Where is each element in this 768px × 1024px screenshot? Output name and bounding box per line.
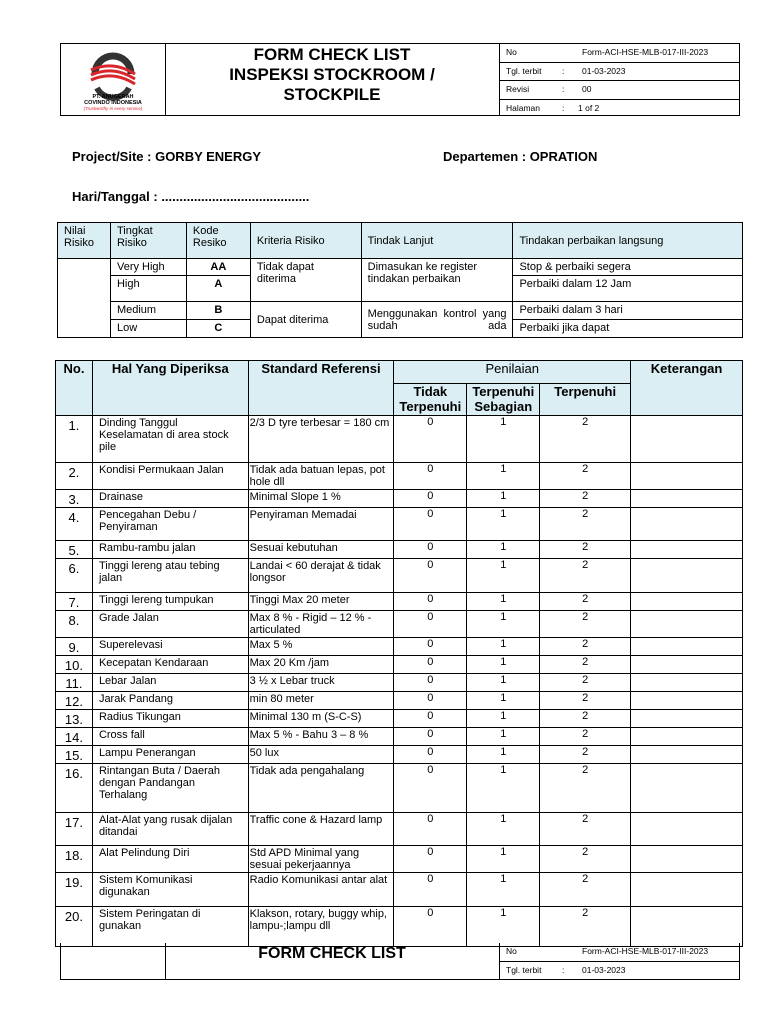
risk-code: C	[186, 320, 250, 338]
score-partly-met[interactable]: 1	[467, 463, 540, 490]
footer-meta-no: No Form-ACI-HSE-MLB-017-III-2023	[500, 943, 739, 962]
table-row	[56, 559, 743, 593]
page-footer-header	[60, 943, 740, 980]
risk-level: Low	[110, 320, 186, 338]
notes-cell[interactable]	[631, 692, 743, 710]
risk-header-criteria: Kriteria Risiko	[250, 223, 361, 259]
risk-header-level: Tingkat Risiko	[110, 223, 186, 259]
item-checked: Tinggi lereng atau tebing jalan	[92, 559, 248, 593]
risk-action: Perbaiki dalam 3 hari	[513, 302, 743, 320]
score-met[interactable]: 2	[540, 541, 631, 559]
item-checked: Lampu Penerangan	[92, 746, 248, 764]
table-row	[56, 638, 743, 656]
table-row	[56, 674, 743, 692]
notes-cell[interactable]	[631, 846, 743, 873]
score-not-met[interactable]: 0	[394, 907, 467, 947]
company-name-line2: COVINDO INDONESIA	[84, 100, 142, 106]
risk-level: High	[110, 276, 186, 302]
standard-reference: 3 ½ x Lebar truck	[248, 674, 394, 692]
item-checked: Sistem Komunikasi digunakan	[92, 873, 248, 907]
score-met[interactable]: 2	[540, 611, 631, 638]
score-met[interactable]: 2	[540, 490, 631, 508]
standard-reference: Tidak ada batuan lepas, pot hole dll	[248, 463, 394, 490]
notes-cell[interactable]	[631, 710, 743, 728]
notes-cell[interactable]	[631, 728, 743, 746]
col-header-met: Terpenuhi	[540, 384, 631, 416]
form-title-line1: FORM CHECK LIST	[253, 45, 411, 64]
row-number: 12.	[56, 692, 93, 710]
risk-followup: Dimasukan ke register tindakan perbaikan	[361, 259, 513, 302]
notes-cell[interactable]	[631, 873, 743, 907]
table-row	[56, 463, 743, 490]
company-tagline: (Trustworthy in every service)	[83, 106, 143, 111]
risk-header-code: Kode Resiko	[186, 223, 250, 259]
risk-level: Medium	[110, 302, 186, 320]
col-header-assessment: Penilaian	[394, 361, 631, 384]
meta-row-page: Halaman : 1 of 2	[506, 102, 600, 113]
footer-meta-date: Tgl. terbit : 01-03-2023	[506, 964, 626, 975]
item-checked: Drainase	[92, 490, 248, 508]
col-header-reference: Standard Referensi	[248, 361, 394, 416]
row-number: 3.	[56, 490, 93, 508]
standard-reference: Penyiraman Memadai	[248, 508, 394, 541]
item-checked: Lebar Jalan	[92, 674, 248, 692]
item-checked: Superelevasi	[92, 638, 248, 656]
notes-cell[interactable]	[631, 463, 743, 490]
row-number: 1.	[56, 416, 93, 463]
score-not-met[interactable]: 0	[394, 846, 467, 873]
notes-cell[interactable]	[631, 907, 743, 947]
risk-code: A	[186, 276, 250, 302]
score-partly-met[interactable]: 1	[467, 508, 540, 541]
project-site[interactable]: Project/Site : GORBY ENERGY	[72, 149, 262, 164]
table-row	[56, 593, 743, 611]
score-met[interactable]: 2	[540, 674, 631, 692]
score-not-met[interactable]: 0	[394, 611, 467, 638]
score-not-met[interactable]: 0	[394, 593, 467, 611]
risk-action: Perbaiki dalam 12 Jam	[513, 276, 743, 302]
item-checked: Alat Pelindung Diri	[92, 846, 248, 873]
score-met[interactable]: 2	[540, 656, 631, 674]
score-met[interactable]: 2	[540, 746, 631, 764]
score-not-met[interactable]: 0	[394, 656, 467, 674]
score-met[interactable]: 2	[540, 764, 631, 813]
row-number: 20.	[56, 907, 93, 947]
notes-cell[interactable]	[631, 508, 743, 541]
row-number: 10.	[56, 656, 93, 674]
score-not-met[interactable]: 0	[394, 710, 467, 728]
risk-header-followup: Tindak Lanjut	[361, 223, 513, 259]
table-row	[56, 611, 743, 638]
score-not-met[interactable]: 0	[394, 728, 467, 746]
standard-reference: Minimal Slope 1 %	[248, 490, 394, 508]
standard-reference: Sesuai kebutuhan	[248, 541, 394, 559]
score-partly-met[interactable]: 1	[467, 593, 540, 611]
score-met[interactable]: 2	[540, 692, 631, 710]
col-header-partly-met: Terpenuhi Sebagian	[467, 384, 540, 416]
score-met[interactable]: 2	[540, 907, 631, 947]
footer-title: FORM CHECK LIST	[165, 943, 500, 979]
score-met[interactable]: 2	[540, 728, 631, 746]
score-partly-met[interactable]: 1	[467, 692, 540, 710]
table-row	[56, 813, 743, 846]
table-row	[56, 692, 743, 710]
item-checked: Radius Tikungan	[92, 710, 248, 728]
score-met[interactable]: 2	[540, 593, 631, 611]
score-met[interactable]: 2	[540, 813, 631, 846]
notes-cell[interactable]	[631, 611, 743, 638]
col-header-item: Hal Yang Diperiksa	[92, 361, 248, 416]
standard-reference: Landai < 60 derajat & tidak longsor	[248, 559, 394, 593]
risk-table	[57, 222, 743, 338]
score-partly-met[interactable]: 1	[467, 559, 540, 593]
item-checked: Dinding Tanggul Keselamatan di area stock pile	[92, 416, 248, 463]
item-checked: Jarak Pandang	[92, 692, 248, 710]
notes-cell[interactable]	[631, 416, 743, 463]
score-not-met[interactable]: 0	[394, 674, 467, 692]
score-partly-met[interactable]: 1	[467, 611, 540, 638]
col-header-not-met: Tidak Terpenuhi	[394, 384, 467, 416]
row-number: 8.	[56, 611, 93, 638]
standard-reference: Minimal 130 m (S-C-S)	[248, 710, 394, 728]
notes-cell[interactable]	[631, 813, 743, 846]
score-partly-met[interactable]: 1	[467, 728, 540, 746]
row-number: 16.	[56, 764, 93, 813]
risk-code: AA	[186, 259, 250, 276]
table-row	[56, 416, 743, 463]
meta-row-date: Tgl. terbit : 01-03-2023	[500, 63, 739, 82]
footer-meta	[500, 943, 739, 979]
standard-reference: Radio Komunikasi antar alat	[248, 873, 394, 907]
score-partly-met[interactable]: 1	[467, 541, 540, 559]
risk-criteria: Dapat diterima	[250, 302, 361, 338]
risk-criteria: Tidak dapat diterima	[250, 259, 361, 302]
score-not-met[interactable]: 0	[394, 813, 467, 846]
table-row	[56, 873, 743, 907]
score-partly-met[interactable]: 1	[467, 746, 540, 764]
company-name-line1: PT. ANUGERAH	[92, 94, 134, 100]
score-partly-met[interactable]: 1	[467, 907, 540, 947]
score-partly-met[interactable]: 1	[467, 416, 540, 463]
score-met[interactable]: 2	[540, 846, 631, 873]
score-partly-met[interactable]: 1	[467, 873, 540, 907]
table-row	[56, 907, 743, 947]
row-number: 19.	[56, 873, 93, 907]
score-partly-met[interactable]: 1	[467, 656, 540, 674]
item-checked: Kecepatan Kendaraan	[92, 656, 248, 674]
score-met[interactable]: 2	[540, 638, 631, 656]
standard-reference: Std APD Minimal yang sesuai pekerjaannya	[248, 846, 394, 873]
score-partly-met[interactable]: 1	[467, 490, 540, 508]
col-header-notes: Keterangan	[631, 361, 743, 416]
row-number: 11.	[56, 674, 93, 692]
notes-cell[interactable]	[631, 638, 743, 656]
score-not-met[interactable]: 0	[394, 764, 467, 813]
item-checked: Grade Jalan	[92, 611, 248, 638]
score-not-met[interactable]: 0	[394, 463, 467, 490]
item-checked: Rintangan Buta / Daerah dengan Pandangan Terhalang	[92, 764, 248, 813]
table-row	[56, 490, 743, 508]
score-partly-met[interactable]: 1	[467, 674, 540, 692]
item-checked: Kondisi Permukaan Jalan	[92, 463, 248, 490]
risk-code: B	[186, 302, 250, 320]
form-title-line3: STOCKPILE	[283, 85, 381, 104]
meta-row-no: No Form-ACI-HSE-MLB-017-III-2023	[500, 44, 739, 63]
notes-cell[interactable]	[631, 593, 743, 611]
table-row	[56, 728, 743, 746]
score-not-met[interactable]: 0	[394, 692, 467, 710]
standard-reference: Max 5 %	[248, 638, 394, 656]
table-row	[56, 508, 743, 541]
row-number: 2.	[56, 463, 93, 490]
table-row	[56, 541, 743, 559]
standard-reference: Traffic cone & Hazard lamp	[248, 813, 394, 846]
score-met[interactable]: 2	[540, 710, 631, 728]
row-number: 13.	[56, 710, 93, 728]
meta-row-revision: Revisi : 00	[500, 81, 739, 100]
score-partly-met[interactable]: 1	[467, 638, 540, 656]
standard-reference: 50 lux	[248, 746, 394, 764]
table-row	[56, 764, 743, 813]
score-met[interactable]: 2	[540, 508, 631, 541]
row-number: 18.	[56, 846, 93, 873]
score-not-met[interactable]: 0	[394, 873, 467, 907]
table-row	[56, 710, 743, 728]
notes-cell[interactable]	[631, 764, 743, 813]
standard-reference: Klakson, rotary, buggy whip, lampu-;lampu dll	[248, 907, 394, 947]
form-header	[60, 43, 740, 116]
standard-reference: Max 20 Km /jam	[248, 656, 394, 674]
risk-level: Very High	[110, 259, 186, 276]
score-met[interactable]: 2	[540, 559, 631, 593]
date-field[interactable]: Hari/Tanggal : .........................................	[72, 189, 310, 204]
standard-reference: Tidak ada pengahalang	[248, 764, 394, 813]
item-checked: Pencegahan Debu / Penyiraman	[92, 508, 248, 541]
risk-action: Perbaiki jika dapat	[513, 320, 743, 338]
row-number: 6.	[56, 559, 93, 593]
score-partly-met[interactable]: 1	[467, 710, 540, 728]
item-checked: Rambu-rambu jalan	[92, 541, 248, 559]
row-number: 14.	[56, 728, 93, 746]
notes-cell[interactable]	[631, 656, 743, 674]
score-met[interactable]: 2	[540, 416, 631, 463]
item-checked: Cross fall	[92, 728, 248, 746]
score-partly-met[interactable]: 1	[467, 764, 540, 813]
table-row	[56, 656, 743, 674]
table-row	[56, 746, 743, 764]
col-header-no: No.	[56, 361, 93, 416]
department[interactable]: Departemen : OPRATION	[443, 149, 598, 164]
standard-reference: Max 8 % - Rigid – 12 % - articulated	[248, 611, 394, 638]
standard-reference: Tinggi Max 20 meter	[248, 593, 394, 611]
risk-header-action: Tindakan perbaikan langsung	[513, 223, 743, 259]
notes-cell[interactable]	[631, 746, 743, 764]
score-partly-met[interactable]: 1	[467, 846, 540, 873]
table-row	[56, 846, 743, 873]
risk-value-cell	[58, 259, 111, 338]
score-not-met[interactable]: 0	[394, 746, 467, 764]
score-met[interactable]: 2	[540, 873, 631, 907]
standard-reference: min 80 meter	[248, 692, 394, 710]
score-not-met[interactable]: 0	[394, 559, 467, 593]
score-partly-met[interactable]: 1	[467, 813, 540, 846]
risk-followup: Menggunakan kontrol yang sudah ada	[361, 302, 513, 338]
company-logo	[61, 44, 166, 115]
score-met[interactable]: 2	[540, 463, 631, 490]
form-title-line2: INSPEKSI STOCKROOM /	[229, 65, 435, 84]
score-not-met[interactable]: 0	[394, 638, 467, 656]
row-number: 7.	[56, 593, 93, 611]
standard-reference: Max 5 % - Bahu 3 – 8 %	[248, 728, 394, 746]
form-meta	[500, 44, 739, 117]
checklist-table	[55, 360, 743, 947]
row-number: 15.	[56, 746, 93, 764]
notes-cell[interactable]	[631, 541, 743, 559]
score-not-met[interactable]: 0	[394, 490, 467, 508]
score-not-met[interactable]: 0	[394, 416, 467, 463]
standard-reference: 2/3 D tyre terbesar = 180 cm	[248, 416, 394, 463]
footer-logo-cell	[61, 943, 166, 979]
score-not-met[interactable]: 0	[394, 541, 467, 559]
form-title	[165, 44, 500, 116]
item-checked: Alat-Alat yang rusak dijalan ditandai	[92, 813, 248, 846]
score-not-met[interactable]: 0	[394, 508, 467, 541]
risk-action: Stop & perbaiki segera	[513, 259, 743, 276]
row-number: 5.	[56, 541, 93, 559]
item-checked: Sistem Peringatan di gunakan	[92, 907, 248, 947]
row-number: 4.	[56, 508, 93, 541]
row-number: 17.	[56, 813, 93, 846]
row-number: 9.	[56, 638, 93, 656]
item-checked: Tinggi lereng tumpukan	[92, 593, 248, 611]
risk-header-value: Nilai Risiko	[58, 223, 111, 259]
notes-cell[interactable]	[631, 559, 743, 593]
notes-cell[interactable]	[631, 490, 743, 508]
notes-cell[interactable]	[631, 674, 743, 692]
